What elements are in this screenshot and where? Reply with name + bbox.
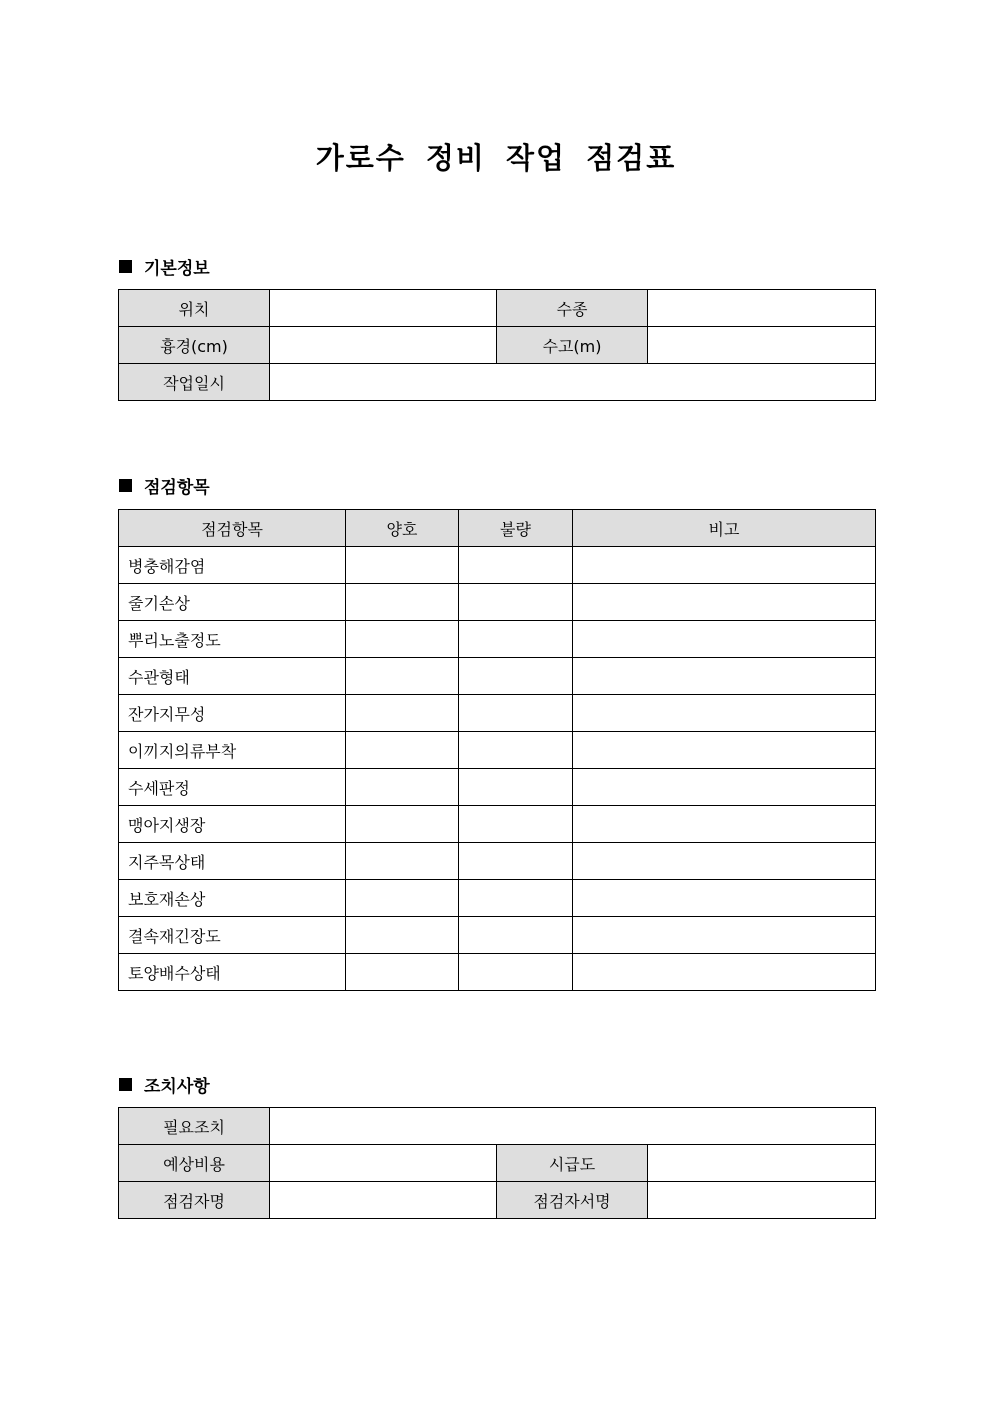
bad-cell[interactable]: [459, 917, 573, 954]
bad-cell[interactable]: [459, 658, 573, 695]
action-table: [118, 1107, 876, 1219]
good-cell[interactable]: [346, 621, 459, 658]
document-title: 가로수 정비 작업 점검표: [315, 141, 677, 175]
label-estimated-cost: 예상비용: [119, 1145, 270, 1182]
square-bullet-icon: [119, 260, 132, 273]
bad-cell[interactable]: [459, 806, 573, 843]
section-heading-basic-info: [119, 254, 210, 279]
item-name: 보호재손상: [119, 880, 346, 917]
note-cell[interactable]: [573, 695, 876, 732]
bad-cell[interactable]: [459, 547, 573, 584]
column-header-bad: 불량: [459, 510, 573, 547]
label-urgency: 시급도: [497, 1145, 648, 1182]
label-required-action: 필요조치: [119, 1108, 270, 1145]
section-heading-inspection: [119, 473, 210, 498]
inspector-signature-field[interactable]: [648, 1182, 876, 1219]
table-row: [119, 732, 876, 769]
section-heading-label: 조치사항: [144, 1077, 210, 1097]
table-row: [119, 547, 876, 584]
item-name: 수세판정: [119, 769, 346, 806]
note-cell[interactable]: [573, 584, 876, 621]
note-cell[interactable]: [573, 843, 876, 880]
good-cell[interactable]: [346, 769, 459, 806]
required-action-field[interactable]: [270, 1108, 876, 1145]
section-heading-label: 점검항목: [144, 478, 210, 498]
square-bullet-icon: [119, 479, 132, 492]
table-row: [119, 1145, 876, 1182]
location-field[interactable]: [270, 290, 497, 327]
work-date-field[interactable]: [270, 364, 876, 401]
bad-cell[interactable]: [459, 843, 573, 880]
bad-cell[interactable]: [459, 954, 573, 991]
label-inspector-name: 점검자명: [119, 1182, 270, 1219]
label-location: 위치: [119, 290, 270, 327]
bad-cell[interactable]: [459, 880, 573, 917]
table-row: [119, 327, 876, 364]
section-heading-label: 기본정보: [144, 259, 210, 279]
good-cell[interactable]: [346, 917, 459, 954]
section-heading-action: [119, 1072, 210, 1097]
note-cell[interactable]: [573, 621, 876, 658]
table-row: [119, 806, 876, 843]
item-name: 토양배수상태: [119, 954, 346, 991]
note-cell[interactable]: [573, 658, 876, 695]
bad-cell[interactable]: [459, 769, 573, 806]
item-name: 병충해감염: [119, 547, 346, 584]
table-row: [119, 621, 876, 658]
table-row: [119, 769, 876, 806]
note-cell[interactable]: [573, 917, 876, 954]
good-cell[interactable]: [346, 843, 459, 880]
note-cell[interactable]: [573, 880, 876, 917]
table-row: [119, 584, 876, 621]
species-field[interactable]: [648, 290, 876, 327]
column-header-item: 점검항목: [119, 510, 346, 547]
item-name: 결속재긴장도: [119, 917, 346, 954]
tree-height-field[interactable]: [648, 327, 876, 364]
item-name: 이끼지의류부착: [119, 732, 346, 769]
bad-cell[interactable]: [459, 732, 573, 769]
table-row: [119, 1108, 876, 1145]
label-work-date: 작업일시: [119, 364, 270, 401]
label-tree-height: 수고(m): [497, 327, 648, 364]
inspection-table: [118, 509, 876, 991]
table-row: [119, 917, 876, 954]
urgency-field[interactable]: [648, 1145, 876, 1182]
item-name: 맹아지생장: [119, 806, 346, 843]
good-cell[interactable]: [346, 954, 459, 991]
note-cell[interactable]: [573, 547, 876, 584]
column-header-good: 양호: [346, 510, 459, 547]
item-name: 수관형태: [119, 658, 346, 695]
item-name: 줄기손상: [119, 584, 346, 621]
item-name: 지주목상태: [119, 843, 346, 880]
table-row: [119, 290, 876, 327]
table-row: [119, 695, 876, 732]
note-cell[interactable]: [573, 769, 876, 806]
bad-cell[interactable]: [459, 695, 573, 732]
good-cell[interactable]: [346, 584, 459, 621]
table-row: [119, 880, 876, 917]
column-header-note: 비고: [573, 510, 876, 547]
table-row: [119, 364, 876, 401]
table-row: [119, 843, 876, 880]
item-name: 뿌리노출정도: [119, 621, 346, 658]
good-cell[interactable]: [346, 880, 459, 917]
good-cell[interactable]: [346, 732, 459, 769]
item-name: 잔가지무성: [119, 695, 346, 732]
note-cell[interactable]: [573, 806, 876, 843]
label-species: 수종: [497, 290, 648, 327]
note-cell[interactable]: [573, 732, 876, 769]
table-row: [119, 1182, 876, 1219]
basic-info-table: [118, 289, 876, 401]
good-cell[interactable]: [346, 547, 459, 584]
label-chest-diameter: 흉경(cm): [119, 327, 270, 364]
bad-cell[interactable]: [459, 584, 573, 621]
good-cell[interactable]: [346, 658, 459, 695]
square-bullet-icon: [119, 1078, 132, 1091]
bad-cell[interactable]: [459, 621, 573, 658]
good-cell[interactable]: [346, 806, 459, 843]
label-inspector-signature: 점검자서명: [497, 1182, 648, 1219]
table-row: [119, 954, 876, 991]
inspector-name-field[interactable]: [270, 1182, 497, 1219]
estimated-cost-field[interactable]: [270, 1145, 497, 1182]
good-cell[interactable]: [346, 695, 459, 732]
table-row: [119, 658, 876, 695]
chest-diameter-field[interactable]: [270, 327, 497, 364]
table-header-row: [119, 510, 876, 547]
note-cell[interactable]: [573, 954, 876, 991]
